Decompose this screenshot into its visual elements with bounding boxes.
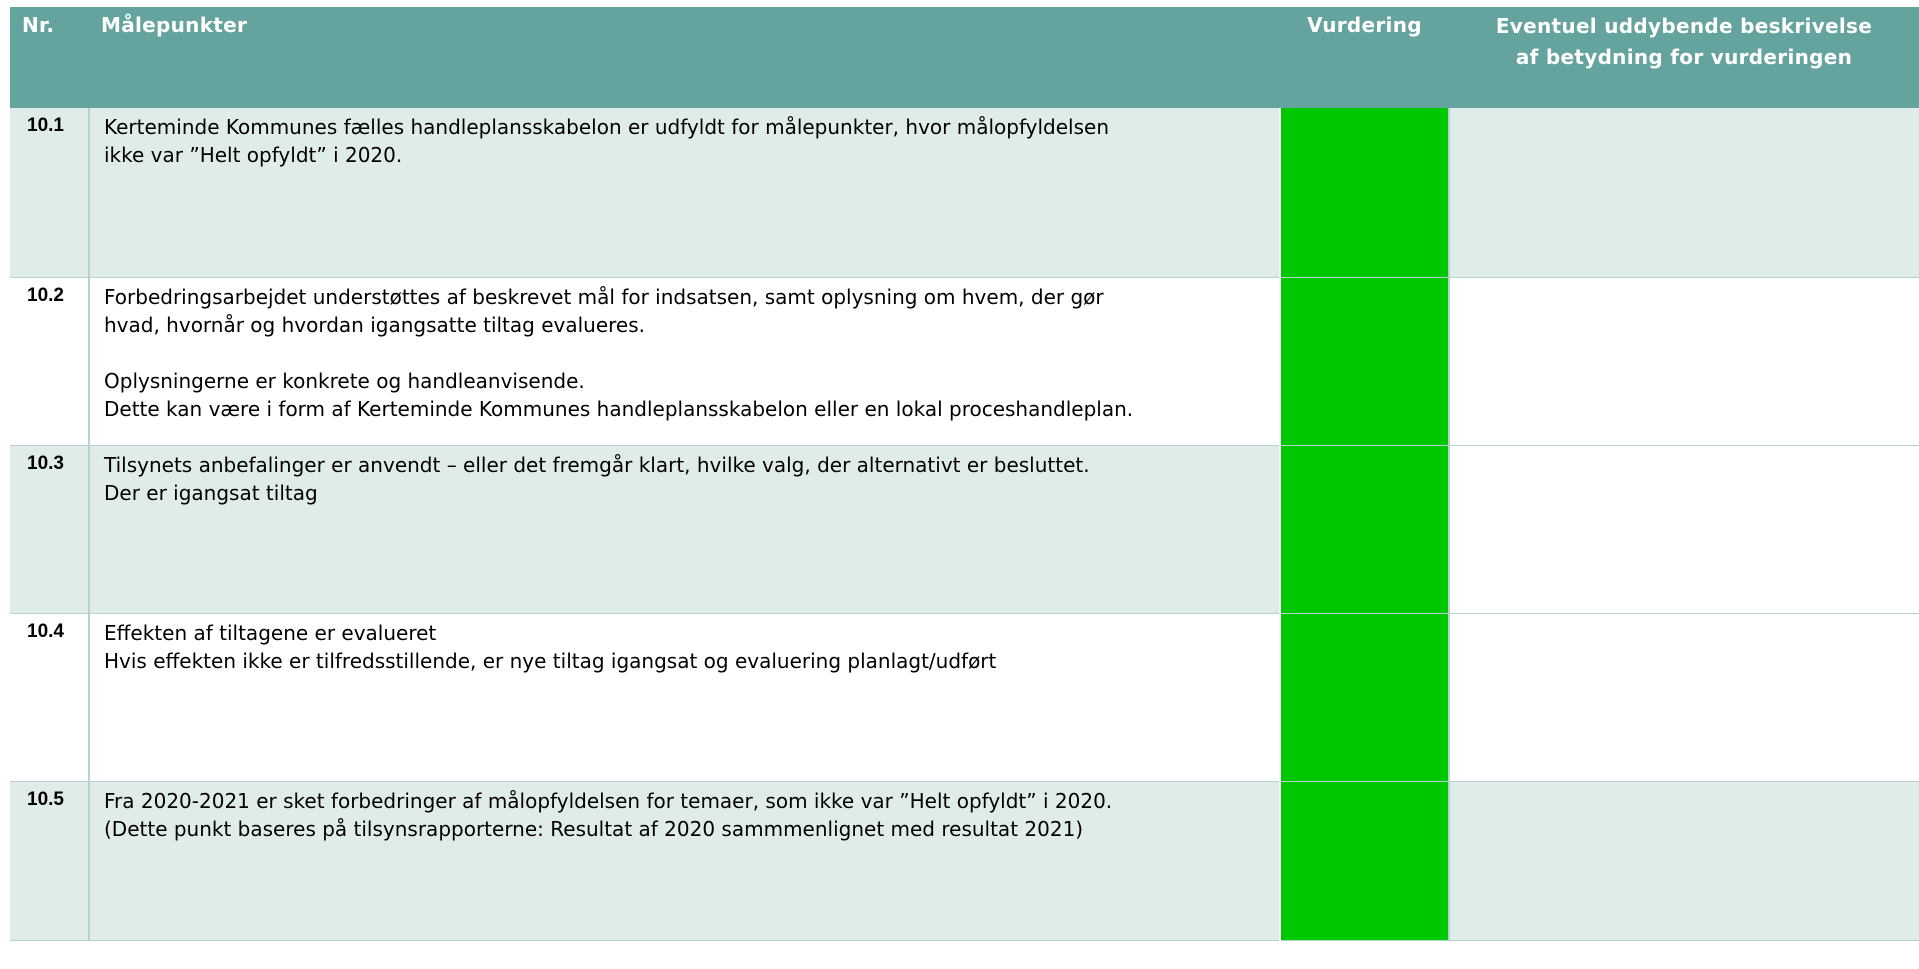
header-row [10, 7, 1919, 108]
row-text: Effekten af tiltagene er evalueret Hvis effekten ikke er tilfredsstillende, er nye tiltag igangsat og evaluering planlagt/udført [89, 614, 1280, 782]
description-cell[interactable] [1449, 446, 1919, 614]
description-cell[interactable] [1449, 108, 1919, 278]
row-number: 10.5 [10, 782, 89, 941]
header-malepunkter: Målepunkter [101, 13, 248, 37]
rating-green-fill [1281, 278, 1448, 445]
table-row [10, 782, 1919, 941]
table-header [10, 7, 1919, 108]
table-row [10, 614, 1919, 782]
description-cell[interactable] [1449, 278, 1919, 446]
table-row [10, 108, 1919, 278]
header-nr: Nr. [22, 13, 55, 37]
row-text: Forbedringsarbejdet understøttes af beskrevet mål for indsatsen, samt oplysning om hvem, der gør hvad, hvornår og hvordan igangsatte tiltag evalueres. Oplysningerne er konkrete og handleanvisende. Dette kan være i form af Kerteminde Kommunes handleplansskabelon eller en lokal proceshandleplan. [89, 278, 1280, 446]
table-row [10, 278, 1919, 446]
header-vurdering: Vurdering [1307, 13, 1422, 37]
row-number: 10.1 [10, 108, 89, 278]
rating-cell[interactable] [1280, 108, 1449, 278]
description-cell[interactable] [1449, 782, 1919, 941]
rating-green-fill [1281, 446, 1448, 613]
row-number: 10.3 [10, 446, 89, 614]
table-body [10, 108, 1919, 941]
rating-green-fill [1281, 108, 1448, 277]
header-beskrivelse [1449, 7, 1919, 108]
row-text: Kerteminde Kommunes fælles handleplansskabelon er udfyldt for målepunkter, hvor målopfyldelsen ikke var ”Helt opfyldt” i 2020. [89, 108, 1280, 278]
header-beskrivelse-line1: Eventuel uddybende beskrivelse [1495, 14, 1873, 38]
header-beskrivelse-line2: af betydning for vurderingen [1515, 45, 1853, 69]
table-row [10, 446, 1919, 614]
rating-cell[interactable] [1280, 614, 1449, 782]
row-text: Fra 2020-2021 er sket forbedringer af målopfyldelsen for temaer, som ikke var ”Helt opfyldt” i 2020. (Dette punkt baseres på tilsynsrapporterne: Resultat af 2020 sammmenlignet med resultat 2021) [89, 782, 1280, 941]
row-number: 10.4 [10, 614, 89, 782]
rating-green-fill [1281, 782, 1448, 940]
criteria-table [10, 7, 1919, 941]
rating-cell[interactable] [1280, 278, 1449, 446]
row-number: 10.2 [10, 278, 89, 446]
rating-green-fill [1281, 614, 1448, 781]
row-text: Tilsynets anbefalinger er anvendt – eller det fremgår klart, hvilke valg, der alternativt er besluttet. Der er igangsat tiltag [89, 446, 1280, 614]
rating-cell[interactable] [1280, 782, 1449, 941]
description-cell[interactable] [1449, 614, 1919, 782]
rating-cell[interactable] [1280, 446, 1449, 614]
